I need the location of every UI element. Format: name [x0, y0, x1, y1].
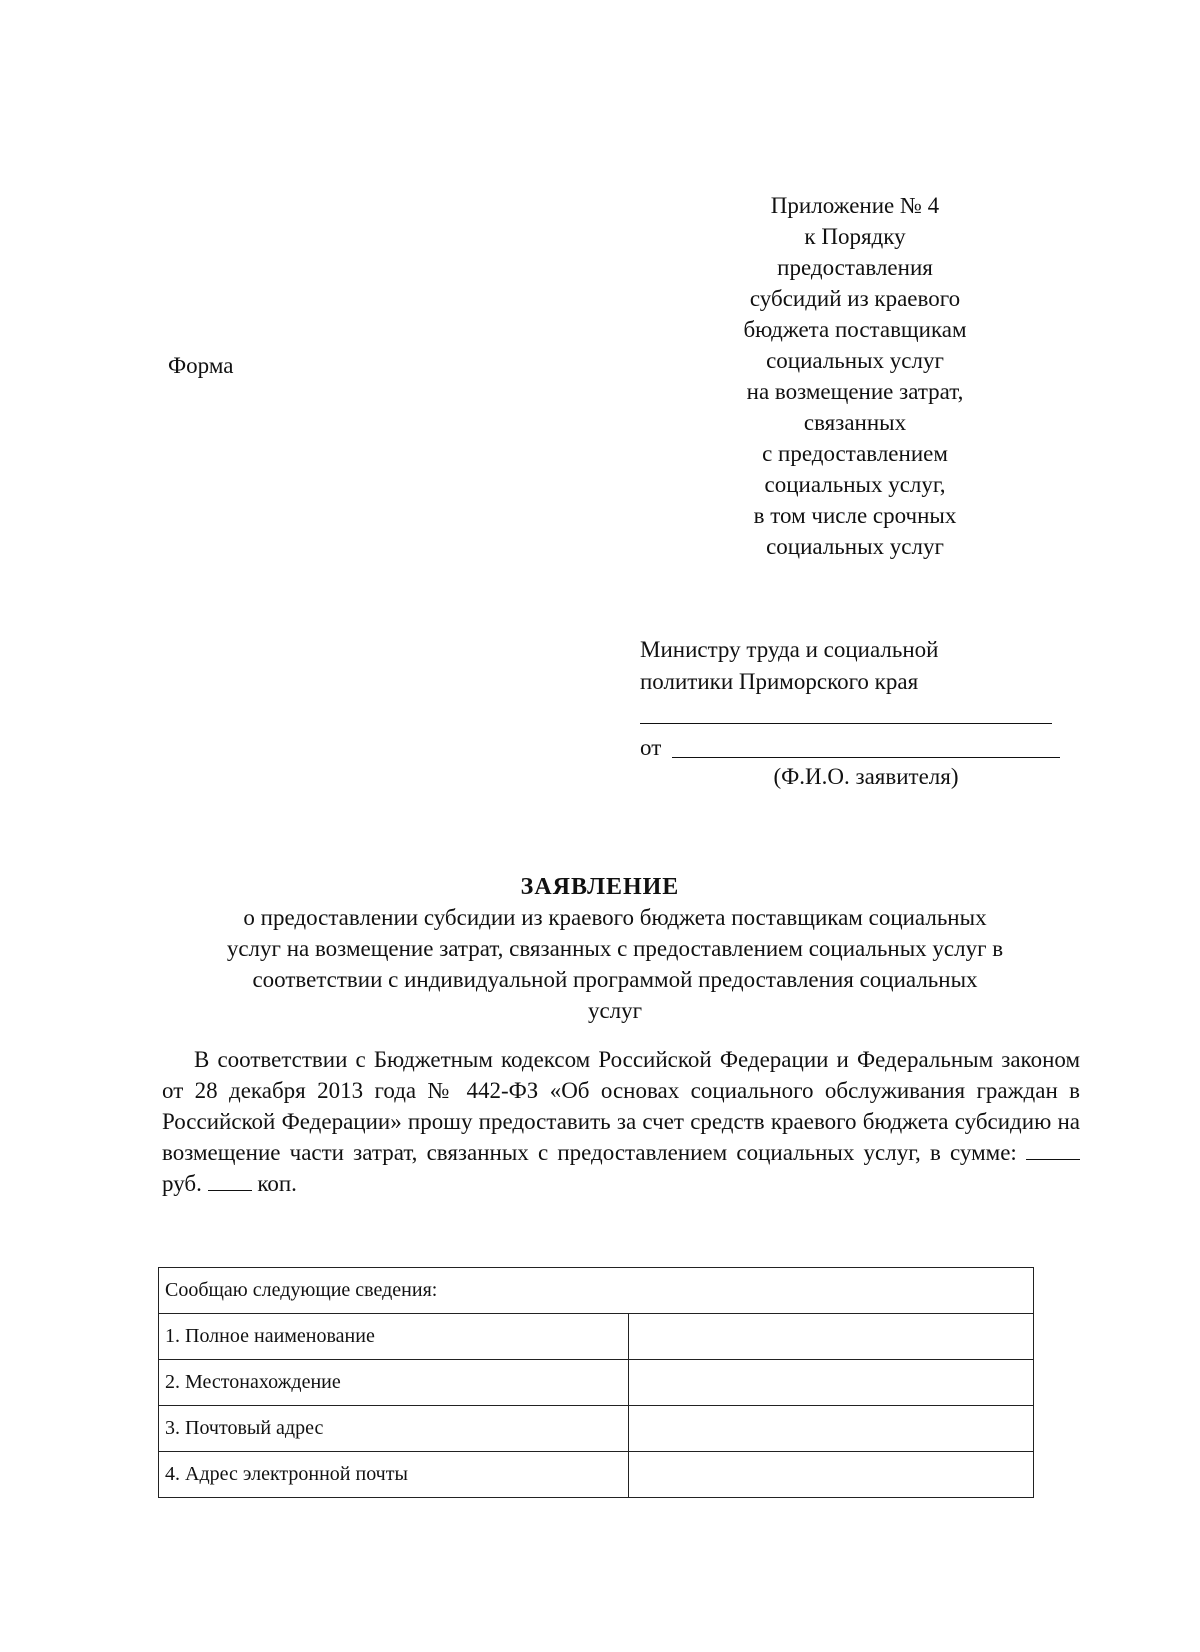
postal-address-value-cell[interactable] [628, 1406, 1033, 1452]
appendix-line: в том числе срочных [753, 503, 957, 528]
table-header-row [159, 1268, 1034, 1314]
email-value-cell[interactable] [628, 1452, 1033, 1498]
body-text: В соответствии с Бюджетным кодексом Российской Федерации и Федеральным законом от 28 декабря 2013 года № 442-ФЗ «Об основах социального обслуживания граждан в Российской Федерации» прошу предоставить за счет средств краевого бюджета субсидию на возмещение части затрат, связанных с предоставлением социальных услуг, в сумме: [162, 1047, 1080, 1165]
full-name-value-cell[interactable] [628, 1314, 1033, 1360]
appendix-line: связанных [803, 410, 907, 435]
subtitle-line: соответствии с индивидуальной программой предоставления социальных [252, 967, 978, 992]
document-title: ЗАЯВЛЕНИЕ [520, 874, 680, 900]
addressee-line-1: Министру труда и социальной [640, 637, 939, 662]
rub-amount-blank[interactable] [1026, 1158, 1080, 1160]
addressee-line-2: политики Приморского края [640, 669, 919, 694]
appendix-line: предоставления [777, 255, 933, 280]
appendix-line: на возмещение затрат, [746, 379, 964, 404]
table-label-cell: 1. Полное наименование [159, 1314, 629, 1360]
from-label: от [640, 735, 662, 760]
rub-label: руб. [162, 1171, 202, 1196]
table-row [159, 1360, 1034, 1406]
table-label-cell: 3. Почтовый адрес [159, 1406, 629, 1452]
appendix-line: к Порядку [804, 224, 906, 249]
appendix-line: социальных услуг, [764, 472, 946, 497]
kop-amount-blank[interactable] [208, 1189, 252, 1191]
applicant-organization-blank-line[interactable] [640, 723, 1052, 724]
body-paragraph [162, 1044, 1080, 1199]
from-row [640, 733, 1060, 763]
subtitle-line: услуг на возмещение затрат, связанных с предоставлением социальных услуг в [226, 936, 1004, 961]
appendix-line: с предоставлением [762, 441, 948, 466]
kop-label: коп. [257, 1171, 297, 1196]
table-row [159, 1452, 1034, 1498]
table-row [159, 1406, 1034, 1452]
appendix-line: социальных услуг [766, 348, 944, 373]
info-table [158, 1267, 1034, 1498]
document-subtitle [150, 902, 1080, 1026]
appendix-line: субсидий из краевого [749, 286, 961, 311]
fio-caption: (Ф.И.О. заявителя) [773, 764, 959, 789]
subtitle-line: о предоставлении субсидии из краевого бюджета поставщикам социальных [243, 905, 987, 930]
subtitle-line: услуг [587, 998, 643, 1023]
appendix-line: бюджета поставщикам [743, 317, 967, 342]
table-label-cell: 4. Адрес электронной почты [159, 1452, 629, 1498]
location-value-cell[interactable] [628, 1360, 1033, 1406]
appendix-reference [700, 190, 1010, 562]
table-label-cell: 2. Местонахождение [159, 1360, 629, 1406]
form-label: Форма [168, 353, 234, 378]
table-row [159, 1314, 1034, 1360]
applicant-name-blank-line[interactable] [672, 757, 1060, 758]
appendix-line: Приложение № 4 [770, 193, 940, 218]
table-header-cell: Сообщаю следующие сведения: [159, 1268, 1034, 1314]
addressee-block [640, 634, 938, 698]
appendix-line: социальных услуг [766, 534, 944, 559]
